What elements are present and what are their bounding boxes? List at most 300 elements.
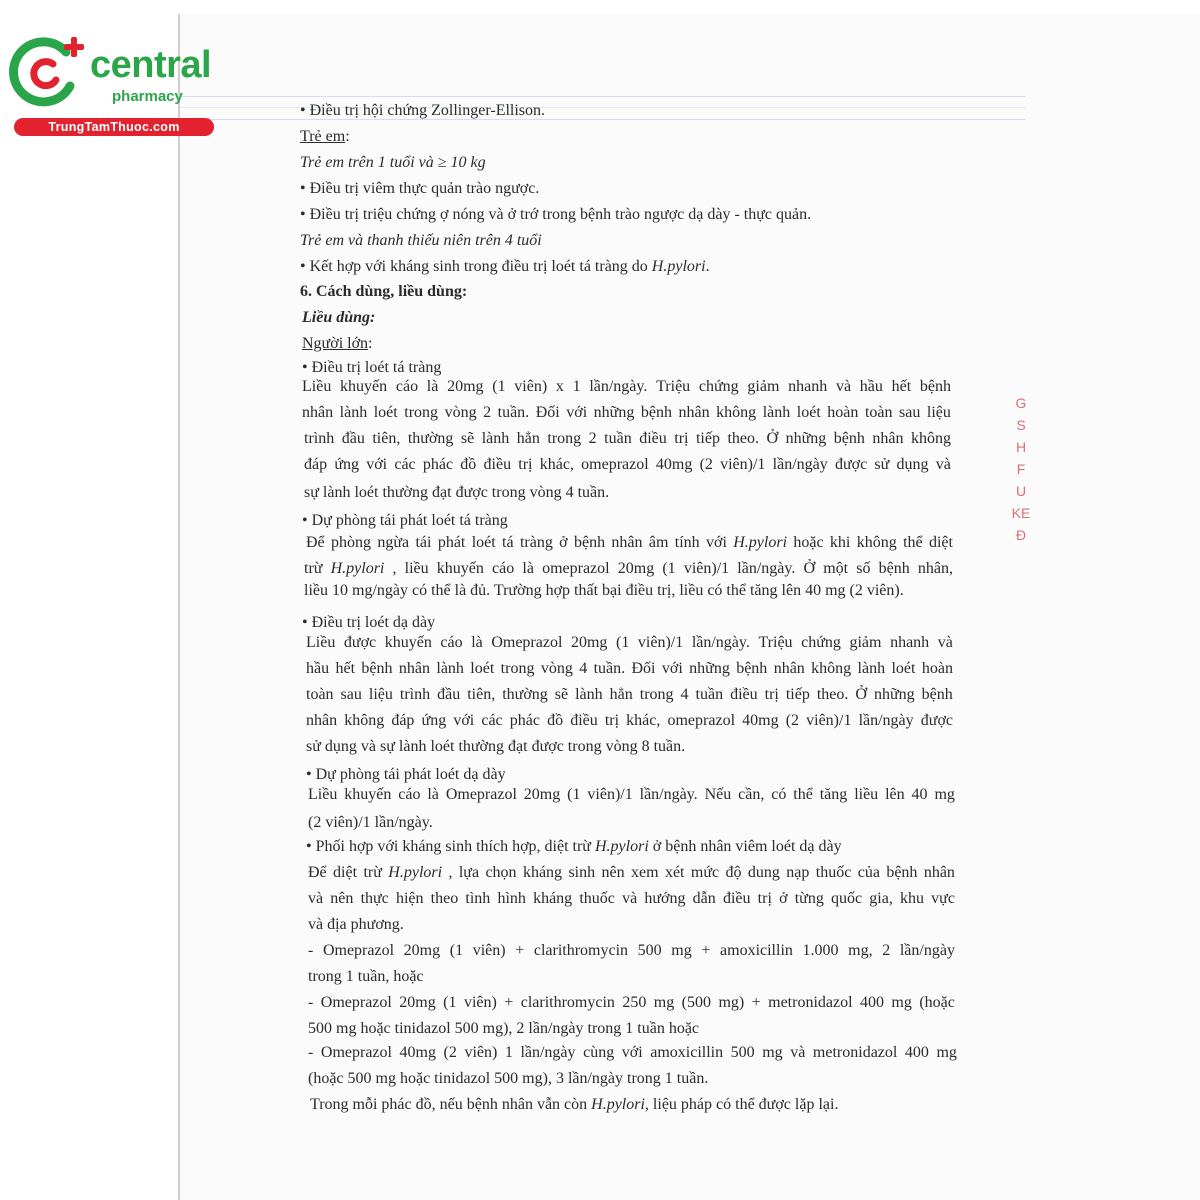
word: theo.: [727, 430, 760, 447]
text-run: Trẻ em trên 1 tuổi và ≥ 10 kg: [300, 154, 486, 171]
text-line: [310, 1095, 838, 1115]
word: và: [308, 890, 324, 907]
text-line: [304, 455, 951, 475]
word: Triệu: [656, 378, 691, 395]
word: khác,: [626, 712, 661, 729]
word: hầu: [306, 660, 330, 677]
word: (1: [662, 560, 676, 577]
word: lành: [575, 686, 603, 703]
text-line: [308, 993, 955, 1013]
word: khu: [900, 890, 924, 907]
word: viên): [514, 378, 548, 395]
text-run: và địa phương.: [308, 916, 404, 933]
word: tuần.: [593, 660, 626, 677]
text-line: [306, 765, 506, 785]
pharmacy-cross-icon: [8, 36, 88, 108]
word: 2: [882, 942, 891, 959]
subsection-heading: [302, 308, 375, 328]
word: chứng: [801, 634, 841, 651]
text-line: [308, 785, 955, 805]
text-line: [302, 358, 441, 378]
word: tái: [415, 534, 432, 551]
word: đầu: [341, 430, 365, 447]
word: trong: [500, 660, 535, 677]
word: các: [394, 456, 416, 473]
red-stamp-fragment: [1010, 392, 1032, 572]
word: bệnh: [640, 404, 672, 421]
word: thực: [360, 890, 389, 907]
word: (1: [443, 994, 457, 1011]
text-line: [302, 403, 951, 423]
word: sử: [874, 456, 890, 473]
pathogen-name: H.pylori: [733, 534, 788, 551]
stamp-glyph: F: [1016, 461, 1026, 477]
word: tiếp: [695, 430, 720, 447]
pathogen-name: H.pylori: [591, 1096, 645, 1113]
word: 4: [579, 660, 588, 677]
text-line: [302, 334, 373, 354]
word: trình: [399, 686, 431, 703]
word: điều: [570, 712, 598, 729]
stamp-glyph: H: [1015, 439, 1027, 455]
text-line: [306, 533, 953, 553]
word: +: [515, 942, 525, 959]
word: (500: [681, 994, 711, 1011]
word: nhân: [923, 864, 955, 881]
word: hiện: [395, 890, 424, 907]
word: Ở: [855, 686, 867, 703]
text-run: • Điều trị loét tá tràng: [302, 359, 442, 376]
word: nhanh: [890, 634, 930, 651]
word: mức: [690, 864, 720, 881]
word: đầu: [437, 686, 461, 703]
text-line: [308, 813, 433, 833]
word: 2: [483, 404, 492, 421]
word: dung: [747, 864, 780, 881]
brand-url-badge: TrungTamThuoc.com: [14, 118, 214, 136]
word: 1: [504, 1044, 513, 1061]
word: lần/ngày: [858, 712, 914, 729]
word: clarithromycin: [533, 942, 629, 959]
word: bệnh: [921, 686, 953, 703]
word: và: [937, 634, 953, 651]
word: trong: [639, 686, 674, 703]
word: âm: [648, 534, 669, 551]
word: mg: [762, 1044, 783, 1061]
word: ngừa: [377, 534, 410, 551]
text-run: • Điều trị triệu chứng ợ nóng và ở trớ trong bệnh trào ngược dạ dày - thực quản.: [300, 206, 812, 223]
word: 40mg: [399, 1044, 436, 1061]
pathogen-name: H.pylori: [388, 864, 443, 881]
word: điều: [639, 430, 667, 447]
word: metronidazol: [812, 1044, 898, 1061]
word: xem: [631, 864, 659, 881]
stamp-glyph: U: [1015, 483, 1027, 499]
word: hoàn: [921, 660, 953, 677]
word: 20mg: [617, 560, 655, 577]
word: viên)/1: [720, 456, 766, 473]
word: không: [811, 660, 852, 677]
pathogen-name: H.pylori: [651, 258, 706, 275]
word: bệnh: [736, 660, 768, 677]
text-run: :: [368, 335, 373, 352]
word: những: [593, 404, 635, 421]
word: trị: [764, 686, 779, 703]
word: nhân: [678, 404, 710, 421]
word: metronidazol: [768, 994, 853, 1011]
word: 20mg: [403, 942, 441, 959]
text-line: [302, 613, 435, 633]
word: 500: [637, 942, 662, 959]
word: toàn: [864, 404, 893, 421]
word: tràng: [519, 534, 553, 551]
pathogen-name: H.pylori: [330, 560, 385, 577]
text-line: [308, 915, 404, 935]
text-line: [302, 511, 508, 531]
word: diệt: [928, 534, 953, 551]
text-run: Trẻ em và thanh thiếu niên trên 4 tuổi: [300, 232, 542, 249]
text-line: [300, 179, 539, 199]
word: với: [453, 712, 475, 729]
word: lành: [339, 404, 368, 421]
word: là: [426, 378, 439, 395]
word: omeprazol: [581, 456, 649, 473]
left-margin: [0, 0, 178, 1200]
word: 40mg: [655, 456, 693, 473]
word: với: [366, 456, 388, 473]
stamp-glyph: G: [1015, 395, 1027, 411]
word: viên): [464, 1044, 498, 1061]
word: khuyến: [344, 786, 392, 803]
word: Liều: [302, 378, 332, 395]
word: hướng: [644, 890, 686, 907]
text-line: [306, 633, 953, 653]
word: nhân: [398, 660, 430, 677]
word: Ở: [803, 560, 816, 577]
word: +: [751, 994, 761, 1011]
word: cáo: [398, 786, 421, 803]
word: sau: [340, 686, 362, 703]
word: phác: [422, 456, 454, 473]
text-run: (2 viên)/1 lần/ngày.: [308, 814, 433, 831]
text-run: • Điều trị viêm thực quản trào ngược.: [300, 180, 540, 197]
word: 400: [859, 994, 884, 1011]
text-run: sử dụng và sự lành loét thường đạt được trong vòng 8 tuần.: [306, 738, 686, 755]
word: cáo: [440, 634, 463, 651]
word: ứng: [334, 456, 359, 473]
word: đồ: [547, 712, 564, 729]
word: liệu: [926, 404, 951, 421]
text-run: sự lành loét thường đạt được trong vòng 4 tuần.: [304, 484, 610, 501]
word: nên: [601, 864, 625, 881]
word: đáp: [304, 456, 328, 473]
word: viên)/1: [806, 712, 852, 729]
word: bệnh: [919, 378, 951, 395]
word: viên)/1: [587, 786, 633, 803]
word: viên): [463, 994, 497, 1011]
word: theo.: [816, 686, 849, 703]
word: tính: [674, 534, 700, 551]
text-line: [306, 837, 842, 857]
word: phòng: [331, 534, 371, 551]
word: 250: [622, 994, 647, 1011]
stamp-glyph: S: [1016, 417, 1026, 433]
word: 20mg: [570, 634, 608, 651]
word: khác,: [539, 456, 574, 473]
word: (1: [449, 942, 464, 959]
word: bệnh: [361, 660, 393, 677]
word: bệnh: [878, 560, 910, 577]
section-heading: [300, 282, 467, 302]
text-line: [304, 429, 951, 449]
word: lần/ngày.: [589, 378, 648, 395]
word: hoàn: [827, 404, 859, 421]
word: sau: [899, 404, 921, 421]
text-run: Trẻ em: [300, 128, 346, 145]
word: với: [621, 1044, 643, 1061]
word: nên: [330, 890, 354, 907]
text-run: .: [705, 258, 710, 275]
word: của: [857, 864, 880, 881]
word: nhanh: [788, 378, 828, 395]
word: phát: [437, 534, 466, 551]
word: lựa: [458, 864, 480, 881]
word: thường: [407, 430, 454, 447]
word: được: [834, 456, 868, 473]
word: trị: [604, 712, 620, 729]
word: khi: [829, 534, 851, 551]
word: những: [689, 660, 730, 677]
text-line: [308, 1019, 699, 1039]
word: số: [856, 560, 871, 577]
word: cần,: [738, 786, 765, 803]
word: trị: [674, 430, 689, 447]
word: hẳn: [609, 686, 633, 703]
page-edge: [178, 14, 180, 1200]
word: với: [566, 404, 588, 421]
word: 40mg: [742, 712, 779, 729]
word: lần/ngày.: [691, 634, 750, 651]
word: loét: [373, 404, 398, 421]
word: thuốc: [815, 864, 852, 881]
word: sẽ: [554, 686, 569, 703]
text-run: 6. Cách dùng, liều dùng:: [300, 283, 468, 300]
word: hẳn: [516, 430, 540, 447]
word: nhân: [302, 404, 334, 421]
word: trị: [757, 890, 772, 907]
word: chứng: [698, 378, 739, 395]
word: Đối: [535, 404, 560, 421]
word: bệnh: [573, 534, 606, 551]
central-pharmacy-logo: [8, 36, 213, 138]
text-line: [306, 685, 953, 705]
word: và: [935, 456, 951, 473]
word: tiên,: [372, 430, 401, 447]
word: ,: [448, 864, 453, 881]
word: viên)/1: [683, 560, 730, 577]
word: bệnh: [886, 864, 918, 881]
text-run: • Kết hợp với kháng sinh trong điều trị loét tá tràng do: [300, 258, 652, 275]
word: cùng: [583, 1044, 615, 1061]
word: liều: [404, 560, 429, 577]
word: vòng: [540, 660, 573, 677]
word: tình: [465, 890, 491, 907]
text-line: [302, 377, 951, 397]
text-run: • Điều trị hội chứng Zollinger-Ellison.: [300, 102, 546, 119]
word: hoặc: [793, 534, 824, 551]
word: tiên,: [467, 686, 496, 703]
word: lành: [481, 430, 510, 447]
word: nhân: [773, 660, 805, 677]
pathogen-name: H.pylori: [594, 838, 649, 855]
word: thuốc: [579, 890, 615, 907]
text-line: [300, 153, 486, 173]
text-line: [308, 889, 955, 909]
word: Omeprazol: [445, 786, 517, 803]
text-run: Trong mỗi phác đồ, nếu bệnh nhân vẫn còn: [310, 1096, 592, 1113]
word: trị: [518, 456, 533, 473]
text-run: Liều dùng:: [302, 309, 376, 326]
word: 500: [730, 1044, 755, 1061]
word: sinh: [568, 864, 596, 881]
word: hình: [497, 890, 526, 907]
text-run: :: [345, 128, 350, 145]
word: Omeprazol: [320, 1044, 392, 1061]
word: nhân: [872, 430, 904, 447]
word: tuần.: [497, 404, 530, 421]
stamp-glyph: KE: [1011, 505, 1031, 521]
word: khuyến: [436, 560, 484, 577]
word: liều: [854, 786, 879, 803]
word: phác: [509, 712, 540, 729]
text-line: [304, 559, 953, 579]
word: nhân: [306, 712, 338, 729]
text-line: [306, 659, 953, 679]
text-line: [300, 257, 710, 277]
word: viên)/1: [637, 634, 684, 651]
word: clarithromycin: [520, 994, 615, 1011]
word: loét: [470, 660, 495, 677]
word: khuyến: [340, 378, 388, 395]
text-run: liều 10 mg/ngày có thể là đủ. Trường hợp thất bại điều trị, liều có thể tăng lên 40 mg (2 viên).: [304, 582, 904, 599]
text-run: 500 mg hoặc tinidazol 500 mg), 2 lần/ngày trong 1 tuần hoặc: [308, 1020, 700, 1037]
word: Ở: [766, 430, 779, 447]
text-run: • Điều trị loét dạ dày: [302, 614, 436, 631]
word: tuần: [695, 686, 724, 703]
word: giảm: [747, 378, 780, 395]
word: sẽ: [460, 430, 475, 447]
word: viên): [472, 942, 506, 959]
word: mg: [671, 942, 692, 959]
word: omeprazol: [667, 712, 736, 729]
word: ,: [392, 560, 397, 577]
word: 1.000: [802, 942, 839, 959]
word: thể: [903, 534, 923, 551]
text-run: , liệu pháp có thể được lặp lại.: [644, 1096, 839, 1113]
word: Nếu: [704, 786, 732, 803]
word: những: [785, 430, 827, 447]
word: Đối: [631, 660, 656, 677]
word: lần/ngày.: [639, 786, 698, 803]
word: -: [308, 1044, 314, 1061]
word: dụng: [896, 456, 929, 473]
word: khuyến: [384, 634, 432, 651]
text-line: [308, 1043, 957, 1063]
word: +: [504, 994, 514, 1011]
word: điều: [722, 890, 751, 907]
text-line: [300, 127, 350, 147]
word: và: [622, 890, 638, 907]
word: độ: [725, 864, 742, 881]
word: lần/ngày: [899, 942, 955, 959]
text-line: [308, 1069, 708, 1089]
word: Omeprazol: [322, 942, 395, 959]
word: nhân,: [917, 560, 953, 577]
word: dẫn: [692, 890, 716, 907]
word: trong: [404, 404, 439, 421]
word: trừ: [363, 864, 382, 881]
word: mg): [718, 994, 745, 1011]
word: +: [701, 942, 711, 959]
word: chọn: [485, 864, 517, 881]
word: với: [706, 534, 727, 551]
word: 4: [680, 686, 689, 703]
word: 20mg: [447, 378, 484, 395]
word: liệu: [368, 686, 393, 703]
word: một: [823, 560, 849, 577]
word: kháng: [522, 864, 563, 881]
word: các: [481, 712, 503, 729]
word: omeprazol: [542, 560, 610, 577]
word: (hoặc: [919, 994, 955, 1011]
text-run: Người lớn: [302, 335, 369, 352]
word: là: [471, 634, 483, 651]
word: mg,: [848, 942, 873, 959]
word: mg: [936, 1044, 957, 1061]
word: là: [522, 560, 534, 577]
text-line: [300, 101, 545, 121]
text-line: [300, 231, 542, 251]
word: và: [790, 1044, 806, 1061]
word: vòng: [444, 404, 477, 421]
word: loét: [796, 404, 821, 421]
text-line: [304, 483, 609, 503]
word: hầu: [859, 378, 883, 395]
word: amoxicillin: [720, 942, 793, 959]
word: 400: [904, 1044, 929, 1061]
word: Để: [306, 534, 325, 551]
word: cáo: [395, 378, 419, 395]
word: trình: [304, 430, 335, 447]
word: được: [343, 634, 377, 651]
word: với: [661, 660, 683, 677]
word: diệt: [333, 864, 358, 881]
text-line: [304, 581, 904, 601]
text-run: • Dự phòng tái phát loét tá tràng: [302, 512, 508, 529]
brand-subtitle: pharmacy: [112, 88, 183, 105]
word: mg: [653, 994, 675, 1011]
stamp-glyph: Đ: [1015, 527, 1027, 543]
word: hết: [891, 378, 912, 395]
word: (1: [616, 634, 630, 651]
word: loét: [891, 660, 916, 677]
word: tá: [502, 534, 514, 551]
word: bệnh: [833, 430, 865, 447]
word: thường: [502, 686, 548, 703]
word: lần/ngày.: [737, 560, 796, 577]
word: Omeprazol: [491, 634, 563, 651]
word: nhân: [611, 534, 643, 551]
